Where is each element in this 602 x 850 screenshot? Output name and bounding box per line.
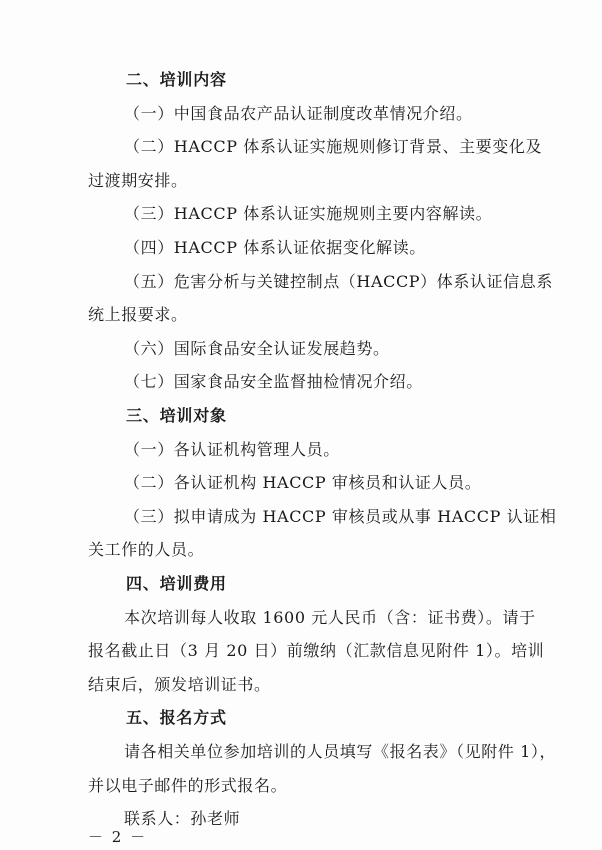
section-heading-training-fee: 四、培训费用 xyxy=(126,574,227,593)
page-number: － 2 － xyxy=(88,828,148,846)
registration-line-1: 请各相关单位参加培训的人员填写《报名表》（见附件 1）， xyxy=(124,742,557,761)
content-item-5: （五）危害分析与关键控制点（HACCP）体系认证信息系 xyxy=(124,272,553,291)
fee-line-3: 结束后，颁发培训证书。 xyxy=(88,675,271,694)
content-item-4: （四）HACCP 体系认证依据变化解读。 xyxy=(124,238,426,257)
content-item-1: （一）中国食品农产品认证制度改革情况介绍。 xyxy=(124,104,473,123)
content-item-2-cont: 过渡期安排。 xyxy=(88,171,188,190)
target-item-1: （一）各认证机构管理人员。 xyxy=(124,440,340,459)
content-item-3: （三）HACCP 体系认证实施规则主要内容解读。 xyxy=(124,204,493,223)
target-item-2: （二）各认证机构 HACCP 审核员和认证人员。 xyxy=(124,473,482,492)
registration-line-2: 并以电子邮件的形式报名。 xyxy=(88,776,288,795)
target-item-3-cont: 关工作的人员。 xyxy=(88,540,205,559)
section-heading-training-content: 二、培训内容 xyxy=(126,70,227,89)
contact-person: 联系人：孙老师 xyxy=(124,809,241,828)
content-item-2: （二）HACCP 体系认证实施规则修订背景、主要变化及 xyxy=(124,137,543,156)
fee-line-1: 本次培训每人收取 1600 元人民币（含：证书费）。请于 xyxy=(124,608,536,627)
fee-line-2: 报名截止日（3 月 20 日）前缴纳（汇款信息见附件 1）。培训 xyxy=(88,641,545,660)
target-item-3: （三）拟申请成为 HACCP 审核员或从事 HACCP 认证相 xyxy=(124,507,557,526)
content-item-6: （六）国际食品安全认证发展趋势。 xyxy=(124,339,390,358)
section-heading-training-target: 三、培训对象 xyxy=(126,406,227,425)
content-item-5-cont: 统上报要求。 xyxy=(88,305,188,324)
section-heading-registration: 五、报名方式 xyxy=(126,708,227,727)
content-item-7: （七）国家食品安全监督抽检情况介绍。 xyxy=(124,372,423,391)
